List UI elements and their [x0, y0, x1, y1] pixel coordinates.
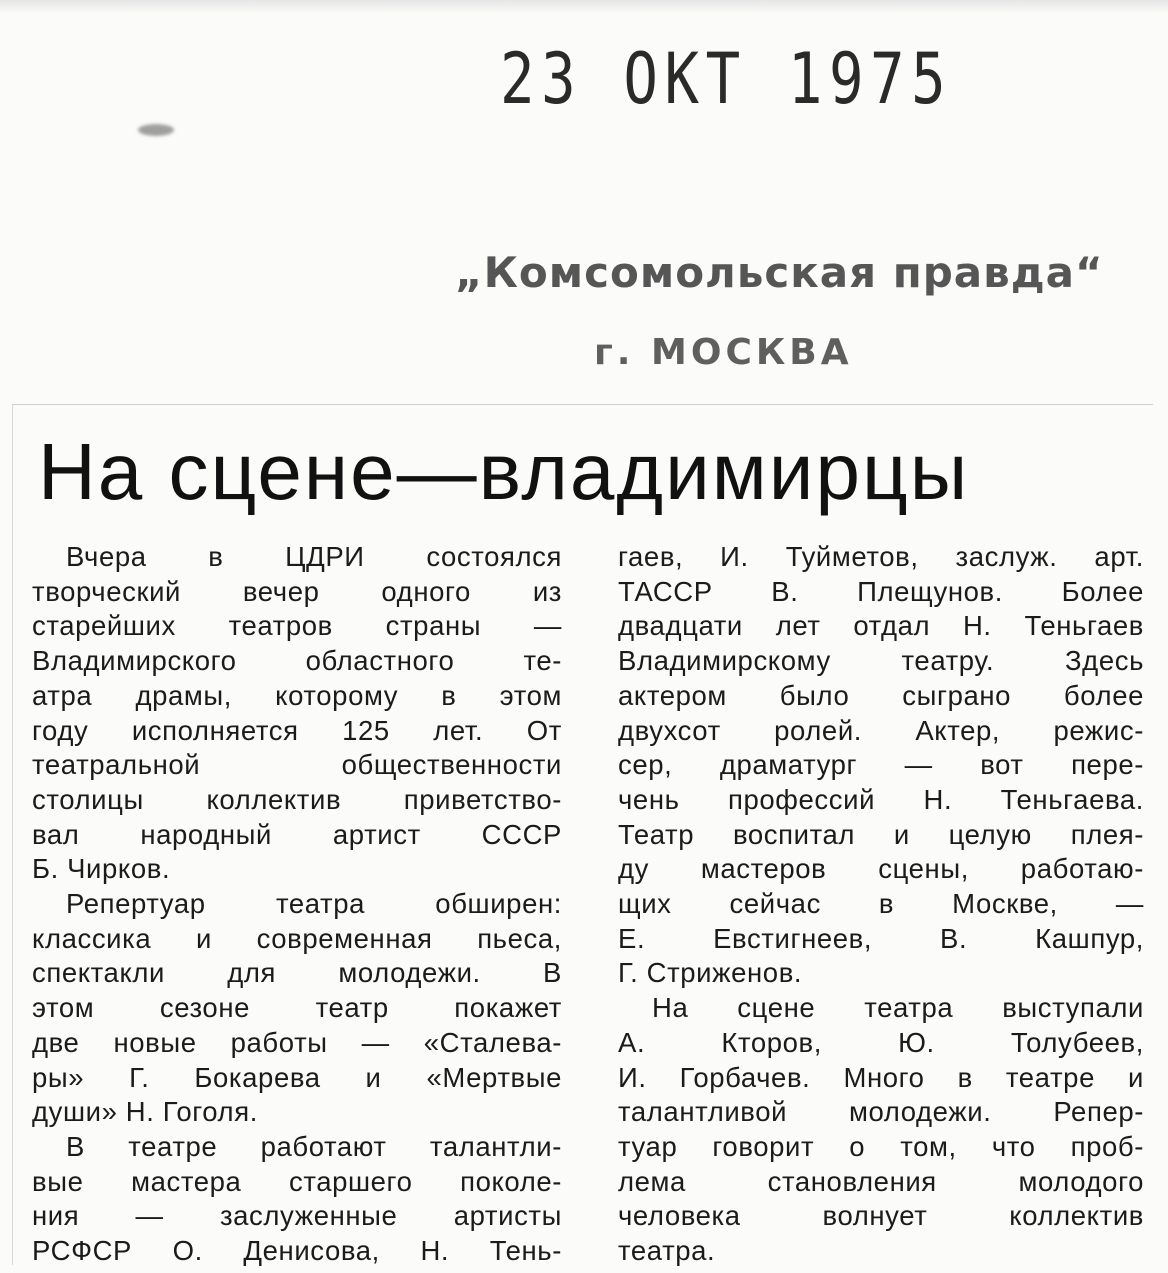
- paragraph-1: [32, 540, 562, 887]
- text-line: Владимирского областного те-: [32, 645, 562, 677]
- text-line: Г. Стриженов.: [618, 957, 803, 989]
- text-line: творческий вечер одного из: [32, 575, 562, 607]
- paragraph-3: [32, 1130, 562, 1269]
- text-line: две новые работы — «Сталева-: [32, 1026, 562, 1058]
- text-line: ду мастеров сцены, работаю-: [618, 853, 1144, 885]
- paragraph-4: [618, 540, 1144, 991]
- article-column-left: [32, 540, 562, 1269]
- text-line: На сцене театра выступали: [652, 992, 1144, 1024]
- text-line: этом сезоне театр покажет: [32, 992, 562, 1024]
- article-column-right: [618, 540, 1144, 1269]
- paragraph-2: [32, 887, 562, 1130]
- text-line: Е. Евстигнеев, В. Кашпур,: [618, 922, 1144, 954]
- text-line: лема становления молодого: [618, 1165, 1144, 1197]
- text-line: ТАССР В. Плещунов. Более: [618, 575, 1144, 607]
- text-line: РСФСР О. Денисова, Н. Тень-: [32, 1235, 562, 1267]
- text-line: ния — заслуженные артисты: [32, 1200, 562, 1232]
- text-line: Б. Чирков.: [32, 853, 171, 885]
- text-line: В театре работают талантли-: [66, 1130, 562, 1162]
- text-line: Владимирскому театру. Здесь: [618, 645, 1144, 677]
- text-line: гаев, И. Туйметов, заслуж. арт.: [618, 541, 1144, 572]
- text-line: сер, драматург — вот пере-: [618, 749, 1144, 781]
- article-headline: На сцене—владимирцы: [38, 427, 970, 516]
- text-line: туар говорит о том, что проб-: [618, 1130, 1144, 1162]
- newspaper-name-stamp: „Комсомольская правда“: [455, 248, 1104, 297]
- city-stamp: г. МОСКВА: [594, 332, 853, 373]
- text-line: чень профессий Н. Теньгаева.: [618, 783, 1144, 815]
- text-line: двадцати лет отдал Н. Теньгаев: [618, 610, 1144, 642]
- text-line: вые мастера старшего поколе-: [32, 1165, 562, 1197]
- text-line: столицы коллектив приветство-: [32, 783, 562, 815]
- text-line: вал народный артист СССР: [32, 818, 562, 850]
- text-line: двухсот ролей. Актер, режис-: [618, 714, 1144, 746]
- ink-smudge: [138, 124, 174, 136]
- text-line: Репертуар театра обширен:: [66, 888, 562, 920]
- text-line: старейших театров страны —: [32, 610, 562, 642]
- text-line: щих сейчас в Москве, —: [618, 888, 1144, 920]
- text-line: И. Горбачев. Много в театре и: [618, 1061, 1144, 1093]
- text-line: классика и современная пьеса,: [32, 922, 562, 954]
- date-stamp: 23 ОКТ 1975: [500, 38, 953, 120]
- text-line: атра драмы, которому в этом: [32, 679, 562, 711]
- text-line: человека волнует коллектив: [618, 1200, 1144, 1232]
- text-line: талантливой молодежи. Репер-: [618, 1096, 1144, 1128]
- text-line: году исполняется 125 лет. От: [32, 714, 562, 746]
- clipping-top-edge: [0, 0, 1168, 14]
- text-line: актером было сыграно более: [618, 679, 1144, 711]
- text-line: Театр воспитал и целую плея-: [618, 818, 1144, 850]
- text-line: души» Н. Гоголя.: [32, 1096, 258, 1128]
- text-line: Вчера в ЦДРИ состоялся: [66, 541, 562, 572]
- text-line: театральной общественности: [32, 749, 562, 781]
- text-line: театра.: [618, 1235, 716, 1267]
- text-line: спектакли для молодежи. В: [32, 957, 562, 989]
- text-line: ры» Г. Бокарева и «Мертвые: [32, 1061, 562, 1093]
- paragraph-5: [618, 991, 1144, 1269]
- text-line: А. Кторов, Ю. Толубеев,: [618, 1026, 1144, 1058]
